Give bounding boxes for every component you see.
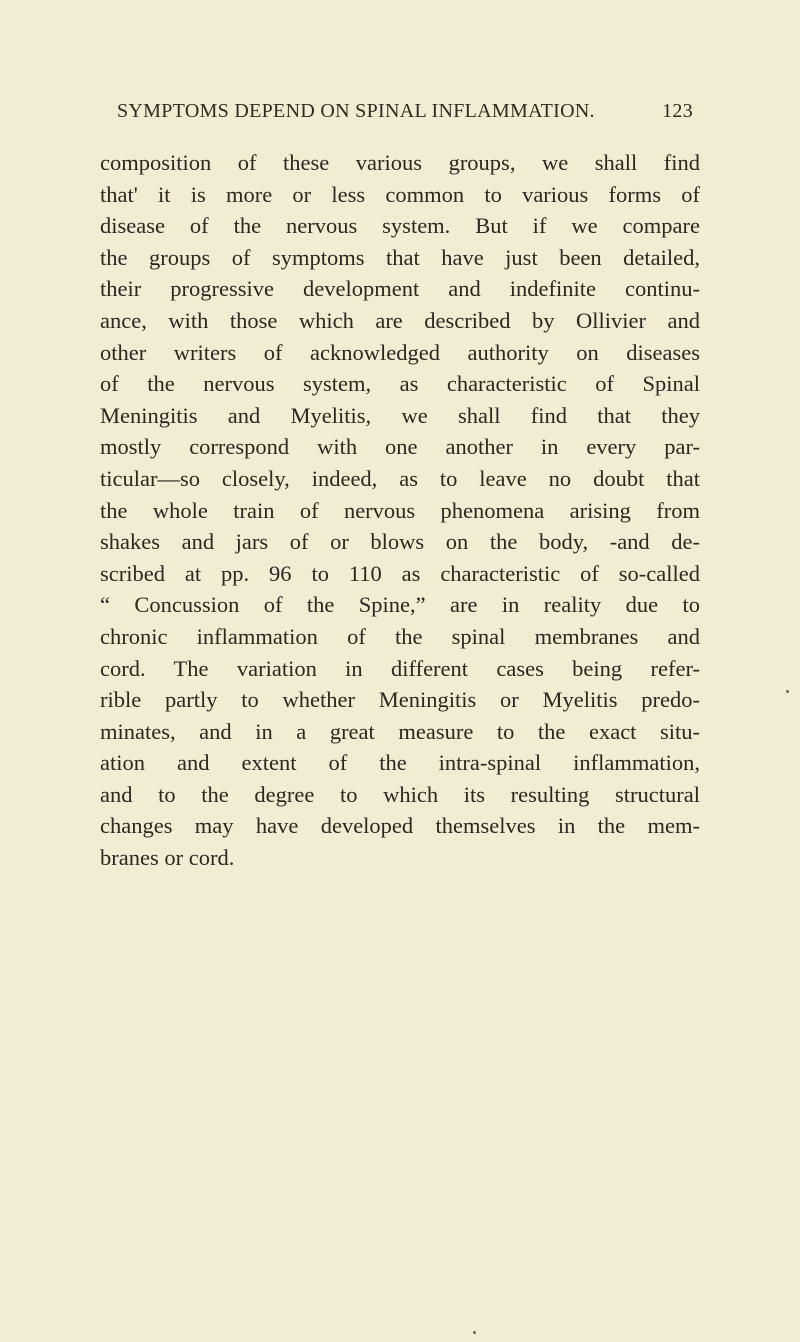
text-line: chronic inflammation of the spinal membranes and bbox=[100, 623, 700, 649]
text-line: the whole train of nervous phenomena arising from bbox=[100, 497, 700, 523]
text-line: that' it is more or less common to various forms of bbox=[100, 181, 700, 207]
body-paragraph bbox=[100, 147, 700, 874]
text-line: minates, and in a great measure to the exact situ- bbox=[100, 718, 700, 744]
text-line: cord. The variation in different cases being refer- bbox=[100, 655, 700, 681]
text-line: disease of the nervous system. But if we compare bbox=[100, 213, 700, 239]
running-head-title: SYMPTOMS DEPEND ON SPINAL INFLAMMATION. bbox=[117, 99, 595, 122]
text-line: Meningitis and Myelitis, we shall find that they bbox=[100, 402, 700, 428]
text-line: their progressive development and indefinite continu- bbox=[100, 276, 700, 302]
text-line: mostly correspond with one another in every par- bbox=[100, 434, 700, 460]
text-line: rible partly to whether Meningitis or Myelitis predo- bbox=[100, 687, 700, 713]
paper-speck bbox=[786, 690, 789, 693]
paper-speck bbox=[473, 1331, 476, 1334]
text-line: the groups of symptoms that have just been detailed, bbox=[100, 244, 700, 270]
text-line: composition of these various groups, we shall find bbox=[100, 150, 700, 175]
text-line: shakes and jars of or blows on the body, -and de- bbox=[100, 529, 700, 555]
text-line: ance, with those which are described by Ollivier and bbox=[100, 307, 700, 333]
text-line: ation and extent of the intra-spinal inflammation, bbox=[100, 750, 700, 776]
text-line: ticular—so closely, indeed, as to leave no doubt that bbox=[100, 465, 700, 491]
text-line: “ Concussion of the Spine,” are in reality due to bbox=[100, 592, 700, 618]
text-line: and to the degree to which its resulting structural bbox=[100, 781, 700, 807]
text-line: changes may have developed themselves in the mem- bbox=[100, 813, 700, 839]
text-line: branes or cord. bbox=[100, 845, 235, 871]
running-head bbox=[117, 96, 693, 126]
text-line: other writers of acknowledged authority on diseases bbox=[100, 339, 700, 365]
text-line: scribed at pp. 96 to 110 as characteristic of so-called bbox=[100, 560, 700, 586]
text-line: of the nervous system, as characteristic of Spinal bbox=[100, 371, 700, 397]
page-number: 123 bbox=[662, 99, 693, 122]
